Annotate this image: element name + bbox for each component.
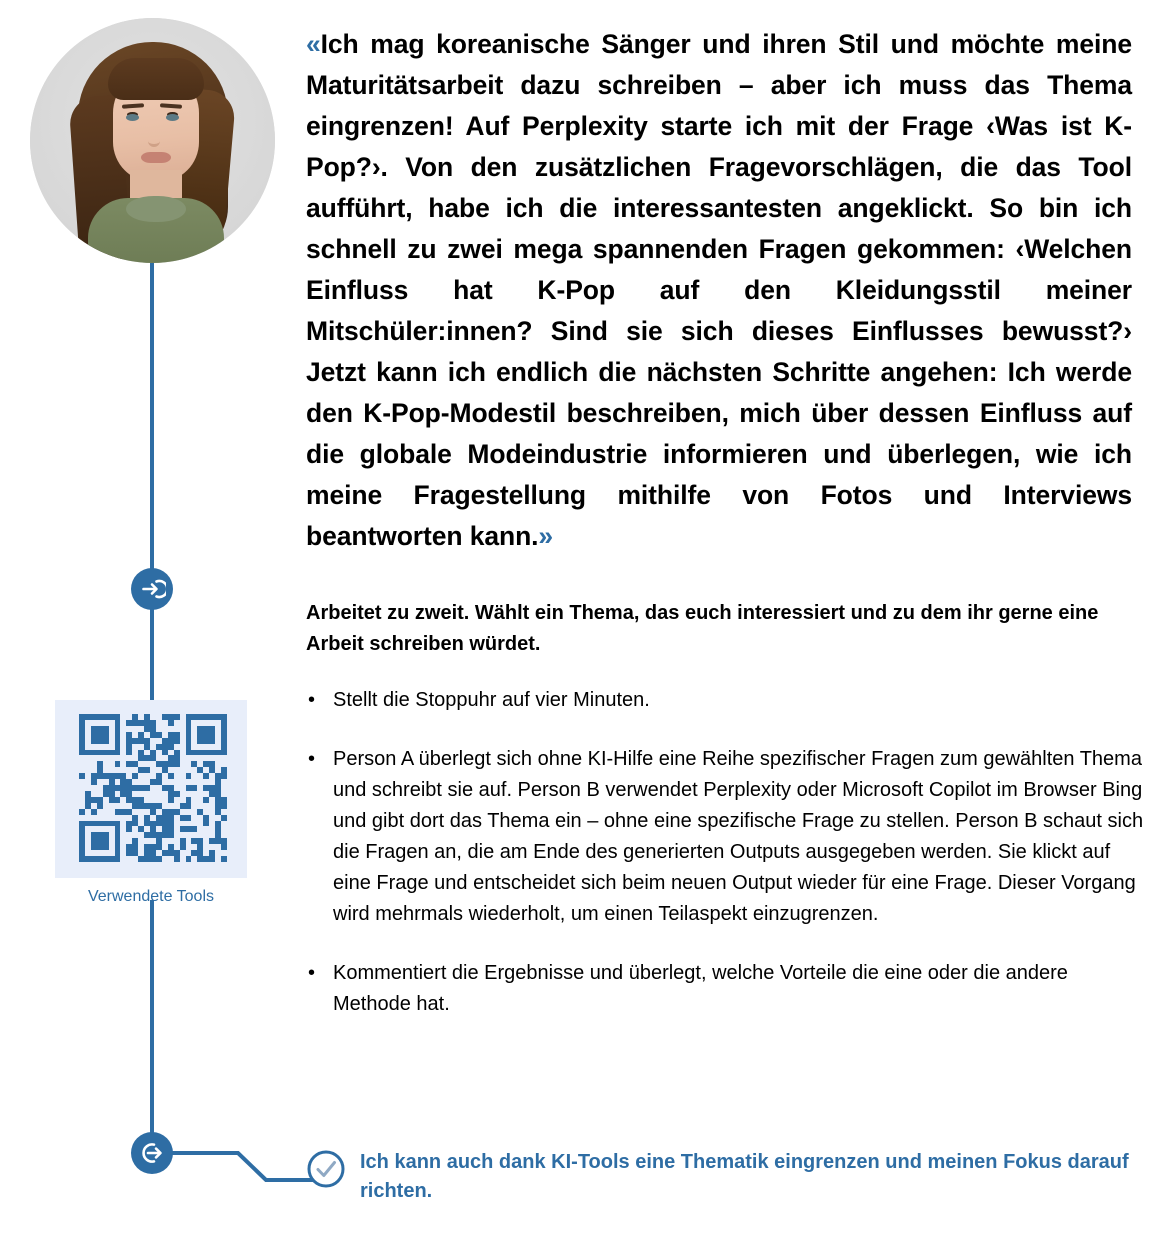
quote-close-mark: » [538, 521, 554, 551]
qr-code-icon[interactable] [79, 714, 227, 862]
list-item: • Person A überlegt sich ohne KI-Hilfe eine Reihe spezifischer Fragen zum gewählten Thema und schreibt sie auf. Person B verwendet Perplexity oder Microsoft Copilot im Browser Bing und gibt dort das Thema ein – ohne eine spezifische Frage zu stellen. Person B schaut sich die Fragen an, die am Ende des generierten Outputs ausgegeben werden. Sie klickt auf eine Frage und entscheidet sich beim neuen Output wieder für eine Frage. Dieser Vorgang wird mehrmals wiederholt, um einen Teilaspekt einzugrenzen. [306, 744, 1146, 930]
qr-caption-label: Verwendete Tools [87, 888, 214, 905]
timeline-connector-top [150, 262, 154, 582]
quote-text: Ich mag koreanische Sänger und ihren Stil und möchte meine Maturitätsarbeit dazu schreiben – aber ich muss das Thema eingrenzen! Auf Perplexity starte ich mit der Frage ‹Was ist K-Pop?›. Von den zusätzlichen Fragevorschlägen, die das Tool aufführt, habe ich die interessantesten angeklickt. So bin ich schnell zu zwei mega spannenden Fragen gekommen: ‹Welchen Einfluss hat K-Pop auf den Kleidungsstil meiner Mitschüler:innen? Sind sie sich dieses Einflusses bewusst?› Jetzt kann ich endlich die nächsten Schritte angehen: Ich werde den K-Pop-Modestil beschreiben, mich über dessen Einfluss auf die globale Modeindustrie informieren und überlegen, wie ich meine Fragestellung mithilfe von Fotos und Interviews beantworten kann. [306, 29, 1132, 551]
student-portrait-avatar [30, 18, 275, 263]
list-item: • Stellt die Stoppuhr auf vier Minuten. [306, 685, 1146, 716]
task-intro-text: Arbeitet zu zweit. Wählt ein Thema, das euch interessiert und zu dem ihr gerne eine Arbeit schreiben würdet. [306, 602, 1099, 655]
task-step-list [306, 685, 1146, 1048]
student-quote [306, 24, 1132, 557]
quote-open-mark: « [306, 29, 321, 59]
used-tools-qr-card[interactable] [55, 700, 247, 878]
conclusion-row [306, 1148, 1132, 1206]
list-item: • Kommentiert die Ergebnisse und überlegt, welche Vorteile die eine oder die andere Methode hat. [306, 958, 1146, 1020]
conclusion-text: Ich kann auch dank KI-Tools eine Thematik eingrenzen und meinen Fokus darauf richten. [360, 1151, 1129, 1202]
sign-out-arrow-icon [131, 1132, 173, 1174]
check-circle-icon [306, 1149, 346, 1189]
timeline-rail [0, 0, 300, 1242]
sign-in-arrow-icon [131, 568, 173, 610]
timeline-connector-bottom [150, 900, 154, 1148]
timeline-connector-middle [150, 608, 154, 708]
